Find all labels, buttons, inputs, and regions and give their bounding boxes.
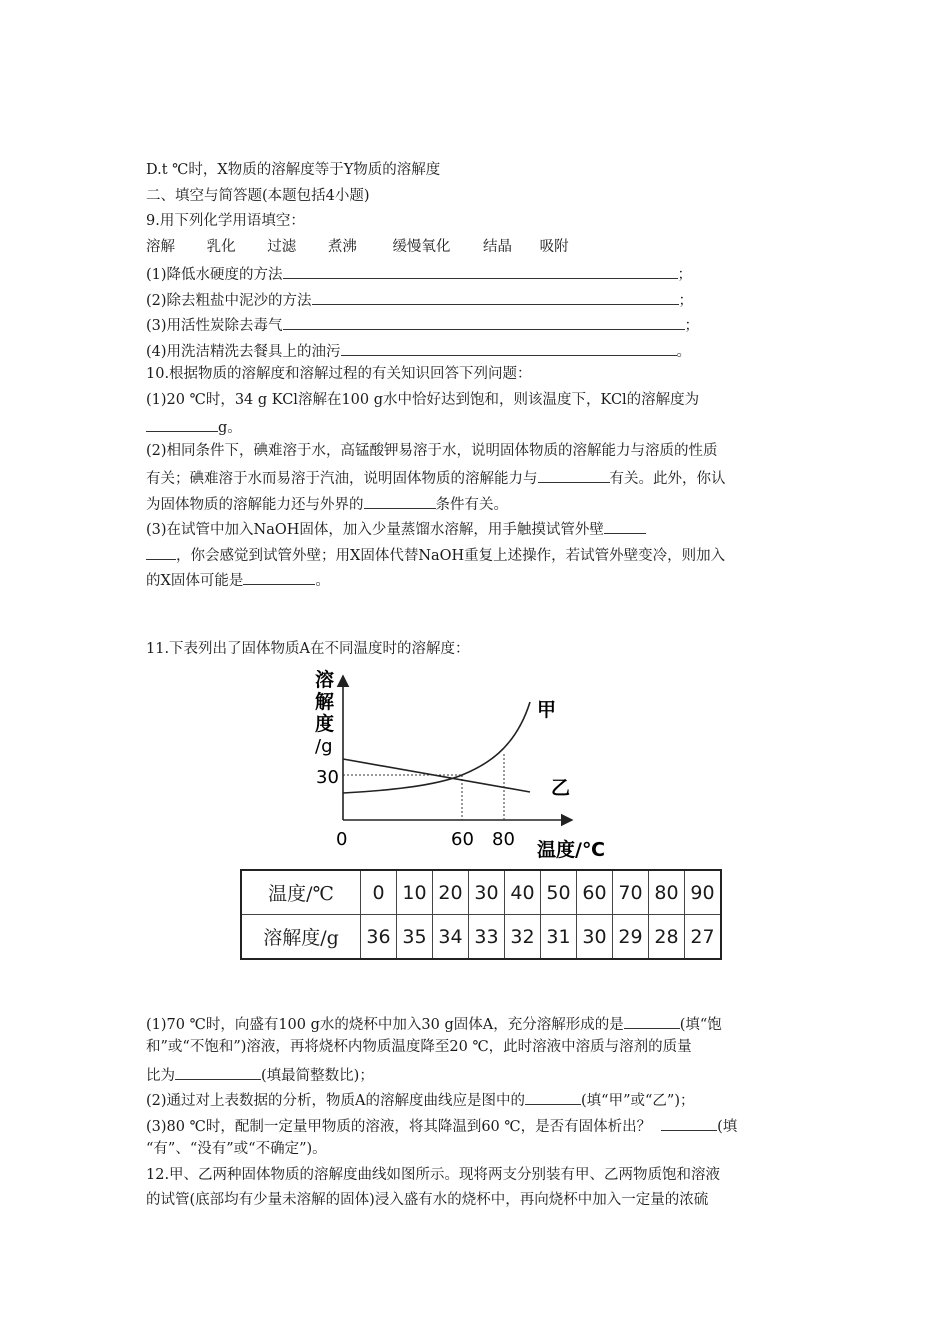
table-cell: 30 [469, 870, 505, 915]
table-cell: 0 [361, 870, 397, 915]
table-row [241, 870, 721, 915]
q10-2c-tail: 条件有关。 [435, 497, 508, 513]
option-term: 结晶 [483, 239, 513, 255]
solubility-table [240, 869, 722, 960]
table-cell: 27 [685, 915, 722, 960]
origin-label: 0 [336, 829, 348, 850]
q10-3a [146, 517, 646, 540]
q11-stem: 11.下表列出了固体物质A在不同温度时的溶解度： [146, 641, 470, 657]
term-options [146, 237, 569, 257]
q10-2c-text: 为固体物质的溶解能力还与外界的 [146, 497, 364, 513]
q10-2c [146, 492, 508, 515]
table-cell: 31 [541, 915, 577, 960]
row-header: 溶解度/g [241, 915, 361, 960]
y-label-char: 解 [315, 691, 335, 713]
punct: 。 [315, 573, 330, 589]
q10-2b-tail: 有关。此外，你认 [609, 471, 726, 487]
q12a: 12.甲、乙两种固体物质的溶解度曲线如图所示。现将两支分别装有甲、乙两物质饱和溶液 [146, 1167, 721, 1183]
table-cell: 29 [613, 915, 649, 960]
q11-2 [146, 1088, 694, 1111]
q11-3b: “有”、“没有”或“不确定”)。 [146, 1141, 327, 1157]
table-cell: 20 [433, 870, 469, 915]
table-row [241, 915, 721, 960]
q10-stem: 10.根据物质的溶解度和溶解过程的有关知识回答下列问题： [146, 366, 532, 382]
table-cell: 30 [577, 915, 613, 960]
curve-jia [343, 702, 530, 793]
curve-jia-label: 甲 [537, 699, 557, 721]
q12b: 的试管(底部均有少量未溶解的固体)浸入盛有水的烧杯中，再向烧杯中加入一定量的浓硫 [146, 1192, 709, 1208]
answer-blank[interactable] [624, 1012, 680, 1029]
q9-3-text: (3)用活性炭除去毒气 [146, 318, 283, 334]
punct: ； [677, 267, 693, 283]
q9-4-text: (4)用洗洁精洗去餐具上的油污 [146, 344, 341, 360]
table-cell: 32 [505, 915, 541, 960]
q11-1a [146, 1012, 722, 1035]
answer-blank[interactable] [661, 1114, 717, 1131]
answer-blank[interactable] [364, 492, 436, 509]
option-term: 乳化 [206, 239, 236, 255]
table-cell: 36 [361, 915, 397, 960]
q11-1c-tail: (填最简整数比)； [261, 1068, 374, 1084]
q10-3c [146, 568, 330, 591]
q11-2-tail: (填“甲”或“乙”)； [581, 1093, 695, 1109]
q11-3-tail: (填 [717, 1119, 738, 1135]
q9-1-text: (1)降低水硬度的方法 [146, 267, 283, 283]
q11-2-text: (2)通过对上表数据的分析，物质A的溶解度曲线应是图中的 [146, 1093, 526, 1109]
q10-1b-text: g。 [218, 420, 242, 436]
q10-3a-text: (3)在试管中加入NaOH固体，加入少量蒸馏水溶解，用手触摸试管外壁 [146, 522, 604, 538]
table-cell: 70 [613, 870, 649, 915]
table-cell: 80 [649, 870, 685, 915]
q10-1a: (1)20 ℃时，34 g KCl溶解在100 g水中恰好达到饱和，则该温度下，KCl的溶解度为 [146, 392, 700, 408]
q9-3 [146, 313, 699, 336]
punct: 。 [676, 344, 692, 360]
table-cell: 34 [433, 915, 469, 960]
answer-blank[interactable] [146, 415, 218, 432]
q11-3a [146, 1114, 737, 1137]
y-tick-30: 30 [316, 767, 339, 788]
solubility-table-wrap [240, 869, 722, 960]
answer-blank[interactable] [538, 466, 610, 483]
table-cell: 90 [685, 870, 722, 915]
punct: ； [684, 318, 700, 334]
answer-blank[interactable] [175, 1063, 261, 1080]
answer-blank[interactable] [243, 568, 315, 585]
table-cell: 10 [397, 870, 433, 915]
q10-3b [146, 543, 725, 566]
y-label-unit: /g [315, 736, 333, 757]
answer-blank[interactable] [283, 313, 685, 330]
q10-2a: (2)相同条件下，碘难溶于水，高锰酸钾易溶于水，说明固体物质的溶解能力与溶质的性质 [146, 443, 718, 459]
row-header: 温度/℃ [241, 870, 361, 915]
option-term: 吸附 [539, 239, 569, 255]
section-heading: 二、填空与简答题(本题包括4小题) [146, 188, 370, 204]
table-cell: 35 [397, 915, 433, 960]
option-term: 溶解 [146, 239, 175, 255]
answer-blank[interactable] [604, 517, 646, 534]
table-cell: 33 [469, 915, 505, 960]
q9-stem: 9.用下列化学用语填空： [146, 213, 305, 229]
y-label-char: 度 [315, 713, 335, 735]
q10-3c-text: 的X固体可能是 [146, 573, 244, 589]
q11-1a-tail: (填“饱 [679, 1017, 722, 1033]
option-term: 煮沸 [327, 239, 357, 255]
answer-blank[interactable] [341, 339, 677, 356]
q11-1c [146, 1063, 374, 1086]
curve-yi-label: 乙 [551, 777, 571, 799]
table-cell: 60 [577, 870, 613, 915]
option-d: D.t ℃时，X物质的溶解度等于Y物质的溶解度 [146, 162, 441, 178]
q9-2-text: (2)除去粗盐中泥沙的方法 [146, 293, 312, 309]
answer-blank[interactable] [312, 288, 679, 305]
table-cell: 50 [541, 870, 577, 915]
q10-2b [146, 466, 726, 489]
table-cell: 40 [505, 870, 541, 915]
q10-3b-text: ，你会感觉到试管外壁；用X固体代替NaOH重复上述操作，若试管外壁变冷，则加入 [176, 548, 726, 564]
answer-blank[interactable] [283, 262, 678, 279]
x-tick-80: 80 [492, 829, 515, 850]
x-axis-label: 温度/℃ [537, 839, 605, 861]
q11-1c-text: 比为 [146, 1068, 175, 1084]
punct: ； [678, 293, 694, 309]
answer-blank[interactable] [146, 543, 176, 560]
q9-4 [146, 339, 691, 362]
solubility-graph [290, 662, 630, 862]
option-term: 过滤 [267, 239, 297, 255]
y-label-char: 溶 [315, 669, 335, 691]
q10-2b-text: 有关；碘难溶于水而易溶于汽油，说明固体物质的溶解能力与 [146, 471, 538, 487]
answer-blank[interactable] [525, 1088, 581, 1105]
q11-3-text: (3)80 ℃时，配制一定量甲物质的溶液，将其降温到60 ℃，是否有固体析出？ [146, 1119, 652, 1135]
q11-1b: 和”或“不饱和”)溶液，再将烧杯内物质温度降至20 ℃，此时溶液中溶质与溶剂的质量 [146, 1039, 692, 1055]
option-term: 缓慢氧化 [392, 239, 451, 255]
q9-2 [146, 288, 693, 311]
q9-1 [146, 262, 692, 285]
table-cell: 28 [649, 915, 685, 960]
x-tick-60: 60 [451, 829, 474, 850]
q11-1a-text: (1)70 ℃时，向盛有100 g水的烧杯中加入30 g固体A，充分溶解形成的是 [146, 1017, 624, 1033]
q10-1b [146, 415, 242, 438]
